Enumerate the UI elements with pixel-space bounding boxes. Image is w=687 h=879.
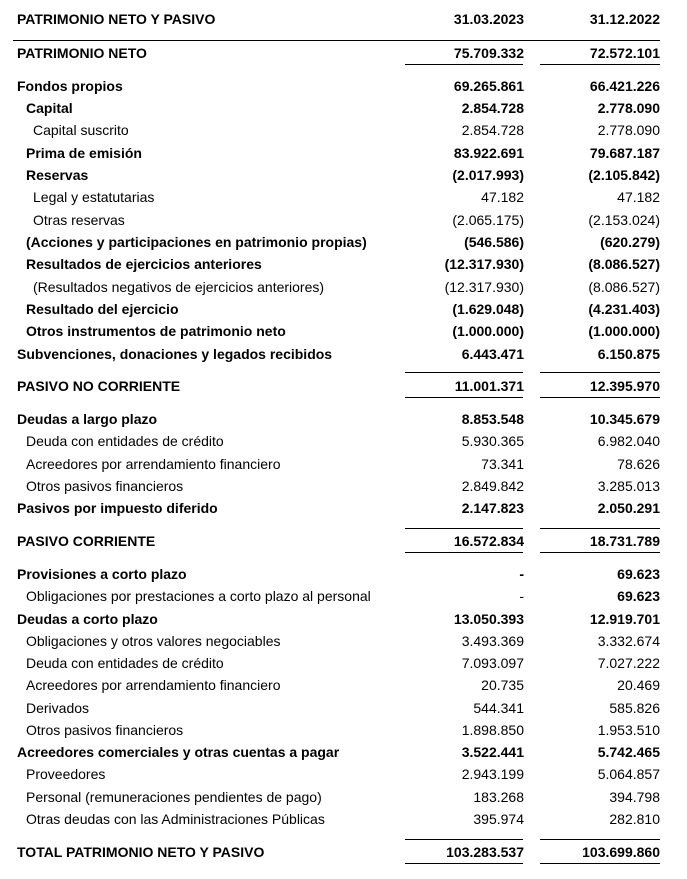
value-2023: 544.341 (473, 700, 524, 716)
table-row (0, 344, 687, 364)
value-2022: 3.332.674 (597, 633, 660, 649)
value-2022: 103.699.860 (582, 844, 660, 860)
value-2023: 69.265.861 (453, 78, 524, 94)
value-2023: 103.283.537 (446, 844, 524, 860)
value-2022: 2.050.291 (597, 500, 660, 516)
table-row (0, 653, 687, 673)
value-2022: 12.395.970 (589, 378, 660, 394)
row-label: Obligaciones por prestaciones a corto plazo al personal (26, 588, 371, 604)
row-label: Reservas (26, 167, 89, 183)
value-2023: 2.147.823 (461, 500, 524, 516)
value-2022: 6.982.040 (597, 433, 660, 449)
column-rule-2023 (405, 528, 523, 529)
table-row (0, 531, 687, 551)
row-label: Pasivos por impuesto diferido (17, 500, 218, 516)
value-2023: 11.001.371 (454, 378, 524, 394)
table-row (0, 232, 687, 252)
value-2022: (2.105.842) (588, 167, 660, 183)
table-row (0, 187, 687, 207)
row-label: Legal y estatutarias (33, 189, 155, 205)
table-row (0, 498, 687, 518)
header-title: PATRIMONIO NETO Y PASIVO (17, 11, 216, 27)
value-2023: (12.317.930) (444, 256, 524, 272)
column-rule-2023 (405, 552, 523, 553)
value-2023: 2.943.199 (461, 766, 524, 782)
row-label: Resultados de ejercicios anteriores (26, 256, 262, 272)
table-row (0, 698, 687, 718)
value-2023: 2.854.728 (461, 122, 524, 138)
value-2022: 20.469 (617, 677, 660, 693)
value-2023: 20.735 (481, 677, 524, 693)
value-2022: (8.086.527) (588, 279, 660, 295)
value-2023: 3.522.441 (461, 744, 524, 760)
value-2022: 394.798 (609, 789, 660, 805)
row-label: Otros pasivos financieros (26, 478, 184, 494)
value-2023: 16.572.834 (453, 533, 524, 549)
value-2022: (8.086.527) (588, 256, 660, 272)
row-label: Obligaciones y otros valores negociables (26, 633, 281, 649)
value-2022: 72.572.101 (589, 45, 660, 61)
value-2022: 18.731.789 (589, 533, 660, 549)
header-col-2023: 31.03.2023 (453, 11, 524, 27)
table-row (0, 742, 687, 762)
value-2022: 78.626 (617, 456, 660, 472)
value-2023: 1.898.850 (461, 722, 524, 738)
row-label: PASIVO CORRIENTE (17, 533, 156, 549)
table-row (0, 120, 687, 140)
value-2022: 3.285.013 (597, 478, 660, 494)
row-label: Resultado del ejercicio (26, 301, 179, 317)
table-row (0, 376, 687, 396)
value-2022: 2.778.090 (597, 100, 660, 116)
column-rule-2022 (540, 372, 660, 373)
row-label: Acreedores por arrendamiento financiero (26, 456, 281, 472)
column-rule-2023 (405, 863, 523, 864)
table-row (0, 720, 687, 740)
value-2022: 66.421.226 (589, 78, 660, 94)
table-row (0, 98, 687, 118)
value-2022: 47.182 (617, 189, 660, 205)
row-label: Otras deudas con las Administraciones Públicas (26, 811, 325, 827)
value-2023: 73.341 (481, 456, 524, 472)
value-2023: 3.493.369 (461, 633, 524, 649)
column-rule-2023 (405, 397, 523, 398)
table-row (0, 842, 687, 862)
row-label: TOTAL PATRIMONIO NETO Y PASIVO (17, 844, 265, 860)
table-row (0, 609, 687, 629)
header-col-2022: 31.12.2022 (589, 11, 660, 27)
row-label: Personal (remuneraciones pendientes de pago) (26, 789, 322, 805)
table-row (0, 431, 687, 451)
table-row (0, 586, 687, 606)
table-row (0, 787, 687, 807)
value-2022: 79.687.187 (589, 145, 660, 161)
table-header (0, 9, 687, 29)
table-row (0, 675, 687, 695)
value-2023: (1.629.048) (452, 301, 524, 317)
value-2022: 585.826 (609, 700, 660, 716)
table-row (0, 321, 687, 341)
row-label: Otros instrumentos de patrimonio neto (26, 323, 286, 339)
table-row (0, 277, 687, 297)
column-rule-2022 (540, 863, 660, 864)
row-label: Capital (26, 100, 73, 116)
value-2023: 6.443.471 (461, 346, 524, 362)
column-rule-2023 (405, 372, 523, 373)
value-2023: 7.093.097 (461, 655, 524, 671)
column-rule-2023 (405, 40, 523, 41)
value-2023: (2.017.993) (452, 167, 524, 183)
value-2022: (620.279) (600, 234, 660, 250)
value-2022: (1.000.000) (588, 323, 660, 339)
value-2022: 12.919.701 (589, 611, 660, 627)
value-2023: - (519, 588, 524, 604)
value-2023: (546.586) (464, 234, 524, 250)
value-2022: (4.231.403) (588, 301, 660, 317)
value-2022: 2.778.090 (597, 122, 660, 138)
column-rule-2022 (540, 64, 660, 65)
row-label: (Acciones y participaciones en patrimonio propias) (26, 234, 367, 250)
row-label: Otros pasivos financieros (26, 722, 184, 738)
row-label: Provisiones a corto plazo (17, 566, 187, 582)
table-row (0, 476, 687, 496)
row-label: Otras reservas (33, 212, 125, 228)
value-2022: 6.150.875 (597, 346, 660, 362)
value-2023: (1.000.000) (452, 323, 524, 339)
value-2022: (2.153.024) (588, 212, 660, 228)
value-2023: - (519, 566, 524, 582)
value-2023: 2.849.842 (461, 478, 524, 494)
table-row (0, 165, 687, 185)
row-label: Capital suscrito (33, 122, 129, 138)
value-2022: 1.953.510 (597, 722, 660, 738)
column-rule-2022 (540, 839, 660, 840)
table-row (0, 631, 687, 651)
table-row (0, 564, 687, 584)
row-label: (Resultados negativos de ejercicios anteriores) (33, 279, 325, 295)
row-label: PATRIMONIO NETO (17, 45, 147, 61)
row-label: Deuda con entidades de crédito (26, 433, 224, 449)
value-2023: (12.317.930) (444, 279, 524, 295)
column-rule-2022 (540, 552, 660, 553)
table-row (0, 809, 687, 829)
table-row (0, 764, 687, 784)
column-rule-2023 (405, 839, 523, 840)
row-label: Prima de emisión (26, 145, 142, 161)
table-row (0, 210, 687, 230)
table-row (0, 143, 687, 163)
column-rule-2023 (405, 64, 523, 65)
row-label: Derivados (26, 700, 90, 716)
row-label: Acreedores por arrendamiento financiero (26, 677, 281, 693)
table-row (0, 76, 687, 96)
table-row (0, 254, 687, 274)
value-2022: 7.027.222 (597, 655, 660, 671)
row-label: Deudas a largo plazo (17, 411, 158, 427)
value-2022: 282.810 (609, 811, 660, 827)
row-label: Subvenciones, donaciones y legados recibidos (17, 346, 333, 362)
value-2023: 8.853.548 (461, 411, 524, 427)
value-2022: 5.742.465 (597, 744, 660, 760)
column-rule-2022 (540, 528, 660, 529)
value-2023: 13.050.393 (453, 611, 524, 627)
value-2023: 2.854.728 (461, 100, 524, 116)
value-2023: 5.930.365 (461, 433, 524, 449)
value-2022: 5.064.857 (597, 766, 660, 782)
value-2023: 395.974 (473, 811, 524, 827)
row-label: Proveedores (26, 766, 106, 782)
value-2022: 69.623 (617, 588, 660, 604)
value-2023: 183.268 (473, 789, 524, 805)
row-label: PASIVO NO CORRIENTE (17, 378, 181, 394)
column-rule-2022 (540, 40, 660, 41)
value-2022: 10.345.679 (589, 411, 660, 427)
row-label: Fondos propios (17, 78, 123, 94)
value-2023: 47.182 (481, 189, 524, 205)
column-rule-2022 (540, 397, 660, 398)
value-2023: 75.709.332 (453, 45, 524, 61)
value-2023: (2.065.175) (452, 212, 524, 228)
row-label: Deudas a corto plazo (17, 611, 158, 627)
row-label: Acreedores comerciales y otras cuentas a pagar (17, 744, 340, 760)
value-2022: 69.623 (617, 566, 660, 582)
table-row (0, 409, 687, 429)
table-row (0, 454, 687, 474)
row-label: Deuda con entidades de crédito (26, 655, 224, 671)
table-row (0, 299, 687, 319)
value-2023: 83.922.691 (453, 145, 524, 161)
table-row (0, 43, 687, 63)
